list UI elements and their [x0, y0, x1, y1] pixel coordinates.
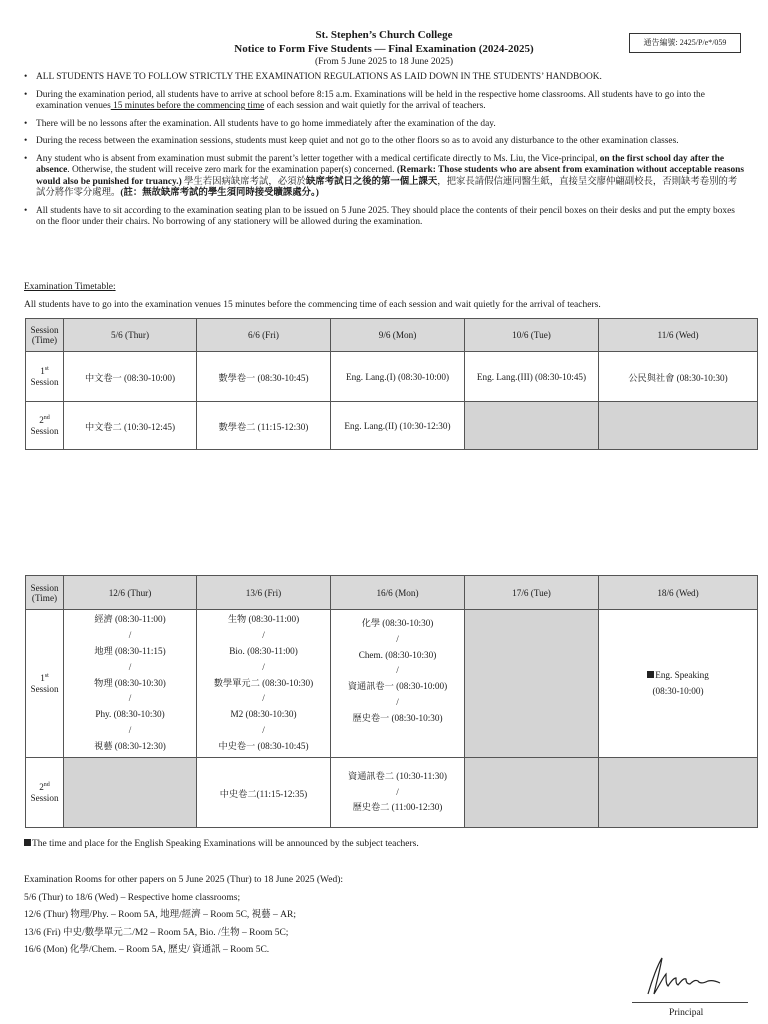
regulation-text: There will be no lessons after the examination. All students have to go home immediately after the examination of the day.	[36, 118, 496, 129]
regulation-item	[22, 119, 746, 131]
notice-reference: 通告編號: 2425/P/e*/059	[629, 33, 741, 53]
exam-cell: 經濟 (08:30-11:00) / 地理 (08:30-11:15) / 物理 (08:30-10:30) / Phy. (08:30-10:30) / 視藝 (08:30-12:30)	[64, 610, 197, 758]
regulation-item	[22, 90, 746, 113]
regulation-text: During the recess between the examination sessions, students must keep quiet and not go to the other floors so as to avoid any disturbance to the other examination classes.	[36, 136, 679, 146]
session-time-header: Session (Time)	[26, 319, 64, 352]
exam-cell: 資通訊卷二 (10:30-11:30) / 歷史卷二 (11:00-12:30)	[331, 758, 465, 828]
exam-cell: 公民與社會 (08:30-10:30)	[599, 352, 758, 402]
regulation-item	[22, 72, 746, 84]
session-label: 2nd Session	[26, 402, 64, 450]
day-header: 11/6 (Wed)	[599, 319, 758, 352]
regulations-list	[22, 72, 746, 235]
exam-cell: 中史卷二(11:15-12:35)	[197, 758, 331, 828]
day-header: 16/6 (Mon)	[331, 576, 465, 610]
regulation-item	[22, 136, 746, 148]
regulation-underlined-text: 15 minutes before the commencing time	[110, 101, 265, 111]
day-header: 18/6 (Wed)	[599, 576, 758, 610]
regulation-text: . Otherwise, the student will receive zero mark for the examination paper(s) concerned.	[67, 165, 397, 175]
regulation-bold-text: on the first school day after the absence	[36, 153, 724, 175]
regulation-text: of each session and wait quietly for the arrival of teachers.	[264, 101, 486, 111]
timetable-week2	[25, 575, 758, 828]
signature-line	[632, 1002, 748, 1003]
exam-cell: 數學卷一 (08:30-10:45)	[197, 352, 331, 402]
regulation-text: All students have to sit according to the examination seating plan to be issued on 5 June 2025. They should place the contents of their pencil boxes on their desks and put the empty boxes on the floor under their chairs. No borrowing of any stationery will be allowed during the examination.	[36, 205, 735, 227]
timetable-intro: All students have to go into the examination venues 15 minutes before the commencing time of each session and wait quietly for the arrival of teachers.	[24, 300, 601, 310]
regulation-text: Any student who is absent from examination must submit the parent’s letter together with a medical certificate directly to Ms. Liu, the Vice-principal,	[36, 153, 598, 164]
empty-cell	[465, 610, 599, 758]
exam-cell: Eng. Lang.(III) (08:30-10:45)	[465, 352, 599, 402]
timetable-title: Examination Timetable:	[24, 282, 116, 292]
empty-cell	[465, 758, 599, 828]
table-row	[26, 402, 758, 450]
table-header-row	[26, 576, 758, 610]
regulation-item	[22, 206, 746, 229]
day-header: 10/6 (Tue)	[465, 319, 599, 352]
empty-cell	[465, 402, 599, 450]
day-header: 12/6 (Thur)	[64, 576, 197, 610]
session-label: 2nd Session	[26, 758, 64, 828]
regulation-text-zh: ，把家長請假信連同醫生紙，直接呈交廖仲翩副校長，否則缺考卷別的考試分將作零分處理。	[36, 176, 738, 198]
table-row	[26, 758, 758, 828]
table-header-row	[26, 319, 758, 352]
session-label: 1st Session	[26, 352, 64, 402]
square-marker-icon	[647, 671, 654, 678]
table-row	[26, 352, 758, 402]
exam-cell: 中文卷一 (08:30-10:00)	[64, 352, 197, 402]
empty-cell	[64, 758, 197, 828]
square-marker-icon	[24, 839, 31, 846]
day-header: 13/6 (Fri)	[197, 576, 331, 610]
exam-cell: 數學卷二 (11:15-12:30)	[197, 402, 331, 450]
regulation-item	[22, 154, 746, 200]
exam-cell: Eng. Lang.(II) (10:30-12:30)	[331, 402, 465, 450]
day-header: 6/6 (Fri)	[197, 319, 331, 352]
principal-signature-icon	[630, 950, 740, 1000]
regulation-remark: (Remark: Those students who are absent from examination without acceptable reasons would also be punished for truancy.)	[36, 165, 745, 187]
day-header: 9/6 (Mon)	[331, 319, 465, 352]
regulation-bold-text-zh: 缺席考試日之後的第一個上課天	[305, 176, 438, 187]
exam-cell: 化學 (08:30-10:30) / Chem. (08:30-10:30) / 資通訊卷一 (08:30-10:00) / 歷史卷一 (08:30-10:30)	[331, 610, 465, 758]
empty-cell	[599, 402, 758, 450]
session-label: 1st Session	[26, 610, 64, 758]
exam-cell: Eng. Speaking (08:30-10:00)	[599, 610, 758, 758]
session-time-header: Session (Time)	[26, 576, 64, 610]
exam-cell: 中文卷二 (10:30-12:45)	[64, 402, 197, 450]
exam-rooms: Examination Rooms for other papers on 5 June 2025 (Thur) to 18 June 2025 (Wed): 5/6 (Thur) to 18/6 (Wed) – Respective home classrooms; 12/6 (Thur) 物理/Phy. – Room 5A, 地理/經濟 – Room 5C, 視藝 – AR; 13/6 (Fri) 中史/數學單元二/M2 – Room 5A, Bio. /生物 – Room 5C; 16/6 (Mon) 化學/Chem. – Room 5A, 歷史/ 資通訊 – Room 5C.	[24, 875, 344, 955]
regulation-text: During the examination period, all students have to arrive at school before 8:15 a.m. Examinations will be held in the respective home classrooms. All students have to go into the examination venues	[36, 89, 705, 111]
speaking-footnote: The time and place for the English Speaking Examinations will be announced by the subject teachers.	[24, 839, 419, 849]
exam-cell: Eng. Lang.(I) (08:30-10:00)	[331, 352, 465, 402]
regulation-remark-zh: (註：無故缺席考試的學生須同時接受曠課處分。)	[120, 188, 319, 198]
table-row	[26, 610, 758, 758]
school-name: St. Stephen’s Church College	[315, 29, 453, 41]
regulation-text: ALL STUDENTS HAVE TO FOLLOW STRICTLY THE EXAMINATION REGULATIONS AS LAID DOWN IN THE STUDENTS’ HANDBOOK.	[36, 72, 602, 82]
timetable-week1	[25, 318, 758, 450]
notice-title: Notice to Form Five Students — Final Examination (2024-2025)	[234, 43, 534, 55]
principal-label: Principal	[669, 1008, 704, 1018]
exam-cell: 生物 (08:30-11:00) / Bio. (08:30-11:00) / 數學單元二 (08:30-10:30) / M2 (08:30-10:30) / 中史卷一 (08:30-10:45)	[197, 610, 331, 758]
regulation-text-zh: 學生若因病缺席考試，必須於	[181, 176, 306, 187]
day-header: 17/6 (Tue)	[465, 576, 599, 610]
empty-cell	[599, 758, 758, 828]
day-header: 5/6 (Thur)	[64, 319, 197, 352]
exam-period: (From 5 June 2025 to 18 June 2025)	[314, 57, 453, 67]
